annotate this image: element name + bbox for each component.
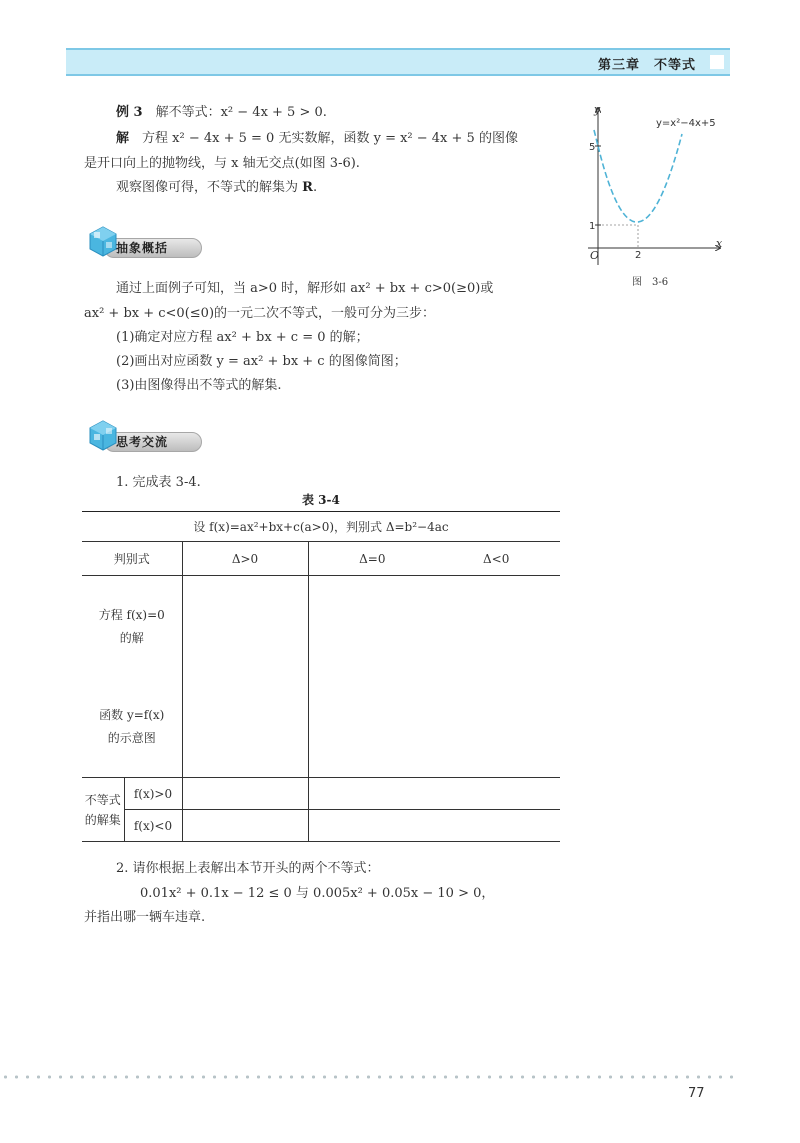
- row-roots-label: [82, 576, 182, 676]
- row-graph-label-2: 的示意图: [107, 731, 156, 746]
- cube-icon: [86, 224, 120, 258]
- solution-text-2: 是开口向上的抛物线，与 x 轴无交点(如图 3-6).: [84, 156, 360, 171]
- figure-parabola: [580, 100, 730, 290]
- row-graph-label-1: 函数 y=f(x): [99, 708, 165, 723]
- row-graph-label: [82, 676, 182, 778]
- think-question-2-end: 并指出哪一辆车违章.: [84, 910, 206, 925]
- x-axis-label: x: [716, 237, 723, 250]
- cube-icon: [86, 418, 120, 452]
- row-positive-label: f(x)>0: [124, 778, 182, 810]
- badge-abstract-text: 抽象概括: [116, 241, 169, 255]
- header-square-decoration: [710, 55, 724, 69]
- col-delta-pos: Δ>0: [182, 542, 308, 576]
- page-number: 77: [688, 1086, 705, 1101]
- y-axis-label: y: [594, 103, 601, 116]
- table-row-positive: [82, 778, 560, 810]
- row-solution-label: 不等式的解集: [82, 778, 124, 842]
- parabola-curve: [598, 134, 682, 222]
- example-problem-line: [116, 101, 327, 120]
- cell-graph-rest: [308, 676, 560, 778]
- example-problem: 解不等式：x² − 4x + 5 > 0.: [155, 105, 327, 120]
- table-header-cell: 设 f(x)=ax²+bx+c(a>0)，判别式 Δ=b²−4ac: [82, 512, 560, 542]
- abstract-paragraph-2: ax² + bx + c<0(≤0)的一元二次不等式，一般可分为三步：: [84, 306, 436, 321]
- conclusion-set: R: [302, 180, 313, 195]
- cell-roots-rest: [308, 576, 560, 676]
- think-question-2-inequalities: 0.01x² + 0.1x − 12 ≤ 0 与 0.005x² + 0.05x − 10 > 0，: [140, 886, 495, 901]
- table-row-graph: [82, 676, 560, 778]
- example-solution-line1: [116, 127, 518, 146]
- example-label: 例 3: [116, 105, 143, 120]
- tick-x2-label: 2: [635, 250, 642, 261]
- col-delta-zero: Δ=0: [359, 551, 386, 566]
- chapter-name: 不等式: [653, 58, 696, 73]
- row-negative-label: f(x)<0: [124, 810, 182, 842]
- table-row-negative: [82, 810, 560, 842]
- abstract-step-1: (1)确定对应方程 ax² + bx + c = 0 的解；: [116, 330, 369, 345]
- footer-dotted-rule: [0, 1075, 740, 1079]
- solution-text-1: 方程 x² − 4x + 5 = 0 无实数解，函数 y = x² − 4x + 5 的图像: [142, 131, 518, 146]
- row-roots-label-1: 方程 f(x)=0: [98, 607, 165, 622]
- cell-positive-rest: [308, 778, 560, 810]
- table-caption: 表 3-4: [302, 493, 340, 507]
- table-header-row: [82, 512, 560, 542]
- think-question-1: 1. 完成表 3-4.: [116, 475, 201, 490]
- abstract-paragraph-1: 通过上面例子可知，当 a>0 时，解形如 ax² + bx + c>0(≥0)或: [116, 281, 494, 296]
- chapter-title: [598, 54, 696, 73]
- curve-equation-label: y=x²−4x+5: [656, 118, 716, 129]
- chapter-number: 第三章: [597, 58, 640, 73]
- tick-y5-label: 5: [589, 142, 596, 153]
- row-roots-label-2: 的解: [119, 630, 144, 645]
- cell-negative-rest: [308, 810, 560, 842]
- col-delta-neg: Δ<0: [482, 551, 510, 566]
- solution-label: 解: [116, 131, 130, 146]
- badge-think-text: 思考交流: [116, 435, 169, 449]
- table-row-roots: [82, 576, 560, 676]
- cell-positive-pos: [182, 778, 308, 810]
- cell-roots-pos: [182, 576, 308, 676]
- cell-graph-pos: [182, 676, 308, 778]
- col-label-cell: 判别式: [82, 542, 182, 576]
- abstract-step-3: (3)由图像得出不等式的解集.: [116, 378, 282, 393]
- cell-negative-pos: [182, 810, 308, 842]
- conclusion-end: .: [312, 180, 318, 195]
- abstract-step-2: (2)画出对应函数 y = ax² + bx + c 的图像简图；: [116, 354, 407, 369]
- conclusion-text: 观察图像可得，不等式的解集为: [116, 180, 303, 195]
- table-column-row: [82, 542, 560, 576]
- example-conclusion: [116, 176, 317, 195]
- origin-label: O: [590, 249, 600, 262]
- col-delta-zero-neg: [308, 542, 560, 576]
- tick-y1-label: 1: [589, 221, 596, 232]
- badge-think: [86, 426, 216, 450]
- badge-abstract: [86, 232, 216, 256]
- table-3-4: [82, 511, 560, 842]
- chapter-header-bar: [66, 48, 730, 76]
- think-question-2: 2. 请你根据上表解出本节开头的两个不等式：: [116, 861, 380, 876]
- figure-caption: 图 3-6: [632, 277, 669, 288]
